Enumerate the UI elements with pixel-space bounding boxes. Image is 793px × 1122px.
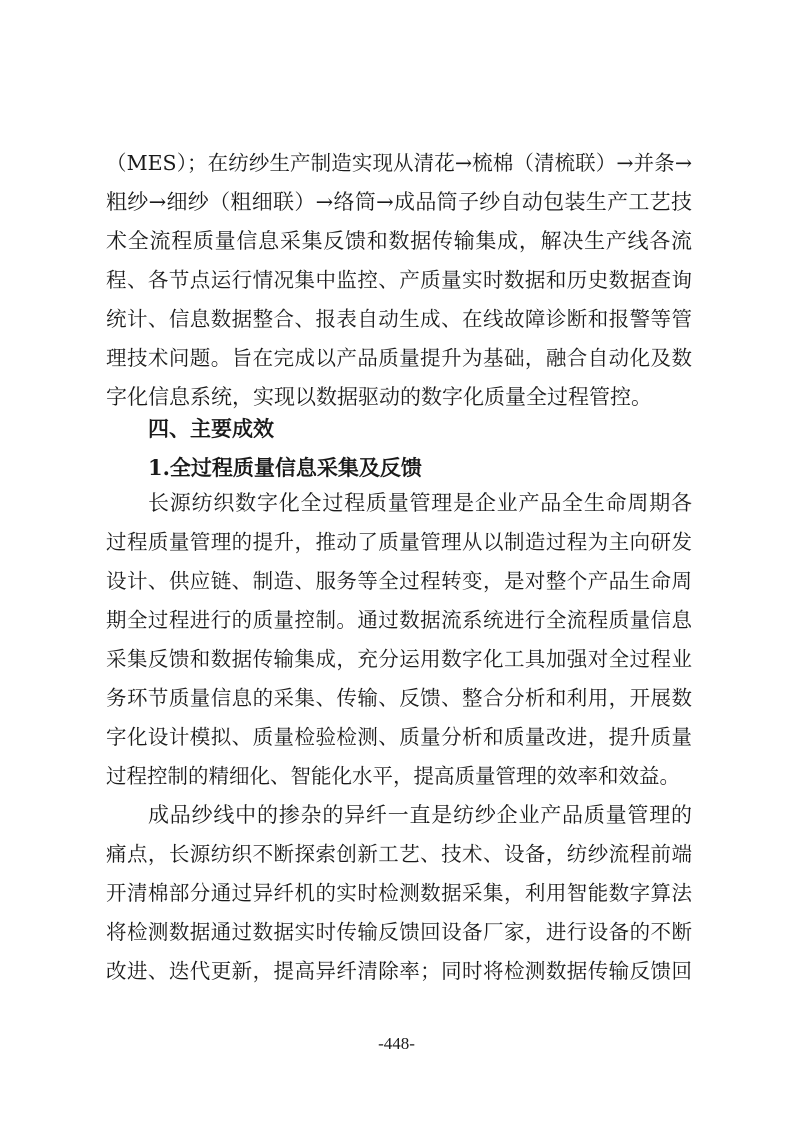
paragraph-one-line-7: 字化设计模拟、质量检验检测、质量分析和质量改进，提升质量	[106, 725, 692, 749]
intro-line-5: 统计、信息数据整合、报表自动生成、在线故障诊断和报警等管	[106, 307, 692, 331]
paragraph-one-line-8: 过程控制的精细化、智能化水平，提高质量管理的效率和效益。	[106, 764, 680, 788]
paragraph-one-line-6: 务环节质量信息的采集、传输、反馈、整合分析和利用，开展数	[106, 686, 692, 710]
paragraph-two-line-5: 改进、迭代更新，提高异纤清除率；同时将检测数据传输反馈回	[106, 959, 692, 983]
page-number: -448-	[378, 1034, 415, 1053]
subsection-heading: 1.全过程质量信息采集及反馈	[148, 455, 422, 480]
paragraph-one-line-1: 长源纺织数字化全过程质量管理是企业产品全生命周期各	[148, 491, 692, 515]
intro-line-3: 术全流程质量信息采集反馈和数据传输集成，解决生产线各流	[106, 229, 692, 253]
paragraph-two-line-3: 开清棉部分通过异纤机的实时检测数据采集，利用智能数字算法	[106, 881, 692, 905]
intro-line-4: 程、各节点运行情况集中监控、产质量实时数据和历史数据查询	[106, 268, 692, 292]
section-heading: 四、主要成效	[148, 416, 274, 441]
paragraph-two-line-2: 痛点，长源纺织不断探索创新工艺、技术、设备，纺纱流程前端	[106, 842, 692, 866]
intro-line-6: 理技术问题。旨在完成以产品质量提升为基础，融合自动化及数	[106, 346, 692, 370]
paragraph-one-line-4: 期全过程进行的质量控制。通过数据流系统进行全流程质量信息	[106, 608, 692, 632]
paragraph-one-line-5: 采集反馈和数据传输集成，充分运用数字化工具加强对全过程业	[106, 647, 692, 671]
intro-line-1: （MES）；在纺纱生产制造实现从清花→梳棉（清梳联）→并条→	[106, 151, 692, 175]
paragraph-one-line-3: 设计、供应链、制造、服务等全过程转变，是对整个产品生命周	[106, 569, 692, 593]
paragraph-one-line-2: 过程质量管理的提升，推动了质量管理从以制造过程为主向研发	[106, 530, 692, 554]
intro-line-7: 字化信息系统，实现以数据驱动的数字化质量全过程管控。	[106, 385, 652, 409]
paragraph-two-line-4: 将检测数据通过数据实时传输反馈回设备厂家，进行设备的不断	[106, 920, 692, 944]
paragraph-two-line-1: 成品纱线中的掺杂的异纤一直是纺纱企业产品质量管理的	[148, 803, 692, 827]
intro-line-2: 粗纱→细纱（粗细联）→络筒→成品筒子纱自动包装生产工艺技	[106, 190, 692, 214]
